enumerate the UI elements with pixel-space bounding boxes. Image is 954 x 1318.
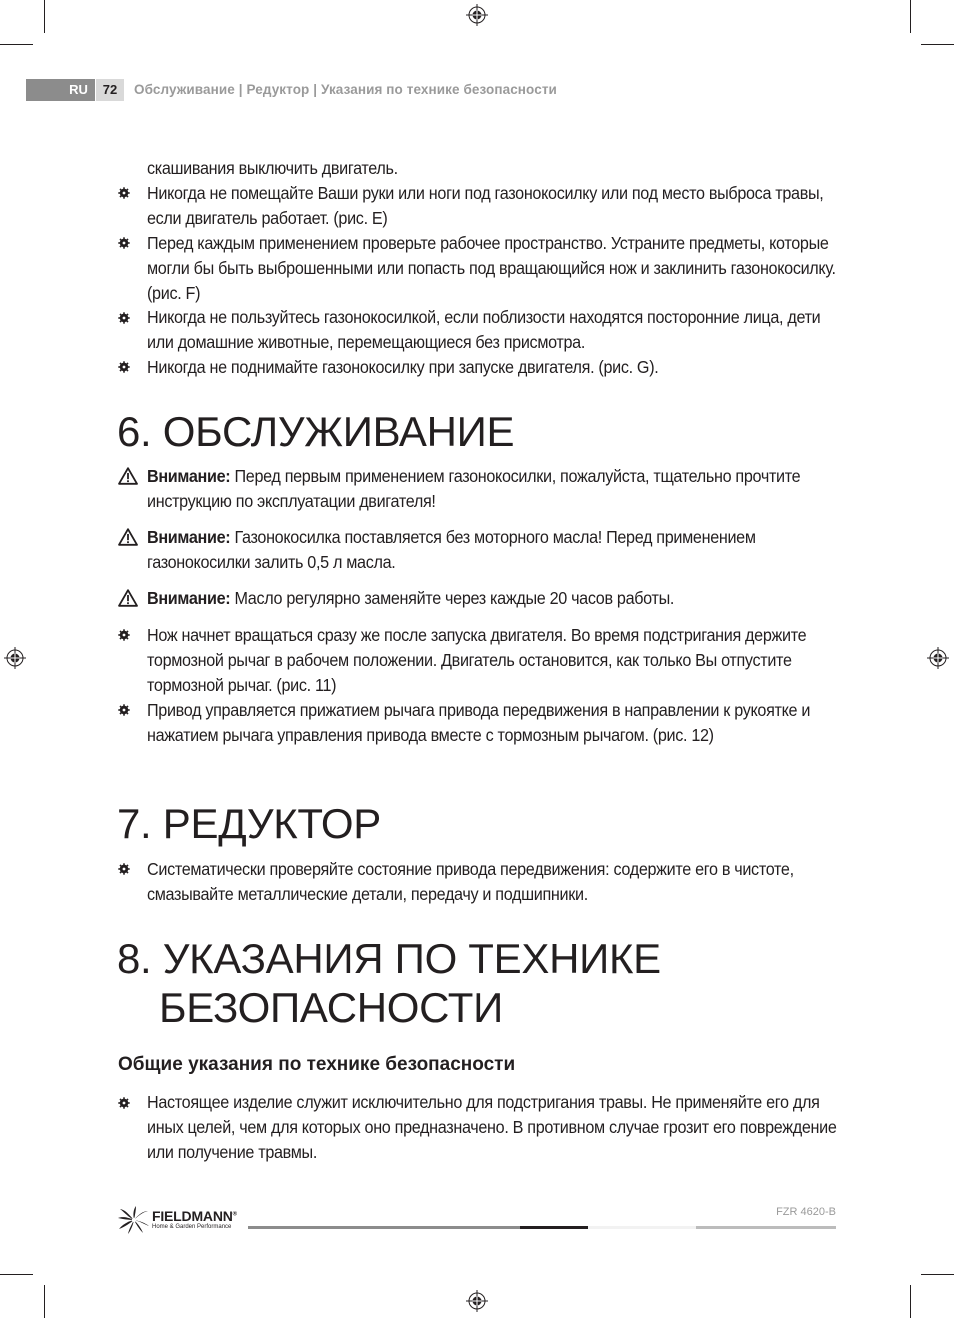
list-item: Систематически проверяйте состояние привода передвижения: содержите его в чистоте, смазывайте металлические детали, передачу и подшипники. bbox=[147, 859, 794, 904]
footer-rule-segment bbox=[520, 1226, 588, 1229]
crop-mark bbox=[44, 0, 45, 33]
list-item: Никогда не поднимайте газонокосилку при запуске двигателя. (рис. G). bbox=[147, 357, 659, 377]
warning-label: Внимание: bbox=[147, 527, 231, 547]
language-badge: RU bbox=[62, 79, 95, 101]
crop-mark bbox=[0, 44, 33, 45]
section-heading-continued: БЕЗОПАСНОСТИ bbox=[159, 984, 504, 1031]
crop-mark bbox=[910, 0, 911, 33]
list-item: Привод управляется прижатием рычага привода передвижения в направлении к рукоятке и нажатием рычага управления привода вместе с тормозным рычагом. (рис. 12) bbox=[147, 700, 811, 745]
section-heading: 7. РЕДУКТОР bbox=[117, 800, 381, 847]
list-item: Никогда не помещайте Ваши руки или ноги под газонокосилку или под место выброса травы, если двигатель работает. (рис. E) bbox=[147, 183, 824, 228]
registration-mark-icon bbox=[927, 647, 949, 669]
warning-text: Перед первым применением газонокосилки, пожалуйста, тщательно прочтите инструкцию по эксплуатации двигателя! bbox=[147, 466, 801, 511]
registration-mark-icon bbox=[466, 1290, 488, 1312]
list-item: Нож начнет вращаться сразу же после запуска двигателя. Во время подстригания держите тормозной рычаг в рабочем положении. Двигатель остановится, как только Вы отпустите тормозной рычаг. (рис. 11) bbox=[147, 625, 807, 695]
brand-name bbox=[152, 1208, 237, 1224]
warning-label: Внимание: bbox=[147, 466, 231, 486]
running-header: Обслуживание | Редуктор | Указания по технике безопасности bbox=[134, 82, 557, 97]
footer-rule-segment bbox=[248, 1226, 520, 1229]
gear-bullet-icon bbox=[118, 704, 130, 716]
gear-bullet-icon bbox=[118, 1097, 130, 1109]
section-heading: 8. УКАЗАНИЯ ПО ТЕХНИКЕ bbox=[117, 935, 661, 982]
brand-tagline: Home & Garden Performance bbox=[152, 1224, 232, 1230]
gear-bullet-icon bbox=[118, 863, 130, 875]
warning-triangle-icon bbox=[118, 528, 138, 546]
warning-triangle-icon bbox=[118, 589, 138, 607]
warning-triangle-icon bbox=[118, 467, 138, 485]
brand-text: FIELDMANN bbox=[152, 1208, 233, 1224]
page-number: 72 bbox=[96, 79, 124, 101]
registration-mark-icon bbox=[4, 647, 26, 669]
warning-text: Масло регулярно заменяйте через каждые 20 часов работы. bbox=[230, 588, 675, 608]
crop-mark bbox=[910, 1285, 911, 1318]
header-tab-bar bbox=[26, 79, 62, 101]
gear-bullet-icon bbox=[118, 629, 130, 641]
warning-note bbox=[147, 525, 846, 575]
gear-bullet-icon bbox=[118, 187, 130, 199]
crop-mark bbox=[0, 1274, 33, 1275]
crop-mark bbox=[44, 1285, 45, 1318]
list-item: Перед каждым применением проверьте рабочее пространство. Устраните предметы, которые могли бы быть выброшенными или попасть под вращающийся нож и заклинить газонокосилку. (рис. F) bbox=[147, 233, 836, 303]
footer-rule-segment bbox=[588, 1226, 696, 1229]
subsection-heading: Общие указания по технике безопасности bbox=[118, 1054, 516, 1075]
warning-label: Внимание: bbox=[147, 588, 231, 608]
gear-bullet-icon bbox=[118, 312, 130, 324]
warning-note bbox=[147, 586, 846, 611]
crop-mark bbox=[921, 44, 954, 45]
registered-mark: ® bbox=[232, 1211, 237, 1218]
gear-bullet-icon bbox=[118, 237, 130, 249]
registration-mark-icon bbox=[466, 4, 488, 26]
paragraph-continuation: скашивания выключить двигатель. bbox=[147, 158, 398, 178]
gear-bullet-icon bbox=[118, 361, 130, 373]
fieldmann-fan-logo-icon bbox=[118, 1206, 150, 1234]
model-number: FZR 4620-B bbox=[776, 1206, 836, 1218]
list-item: Настоящее изделие служит исключительно для подстригания травы. Не применяйте его для иных целей, чем для которых оно предназначено. В противном случае грозит его повреждение или получение травмы. bbox=[147, 1092, 837, 1162]
warning-note bbox=[147, 464, 846, 514]
warning-text: Газонокосилка поставляется без моторного масла! Перед применением газонокосилки залить 0,5 л масла. bbox=[147, 527, 756, 572]
crop-mark bbox=[921, 1274, 954, 1275]
section-heading: 6. ОБСЛУЖИВАНИЕ bbox=[117, 408, 515, 455]
list-item: Никогда не пользуйтесь газонокосилкой, если поблизости находятся посторонние лица, дети или домашние животные, перемещающиеся без присмотра. bbox=[147, 307, 821, 352]
footer-rule-segment bbox=[696, 1226, 836, 1229]
